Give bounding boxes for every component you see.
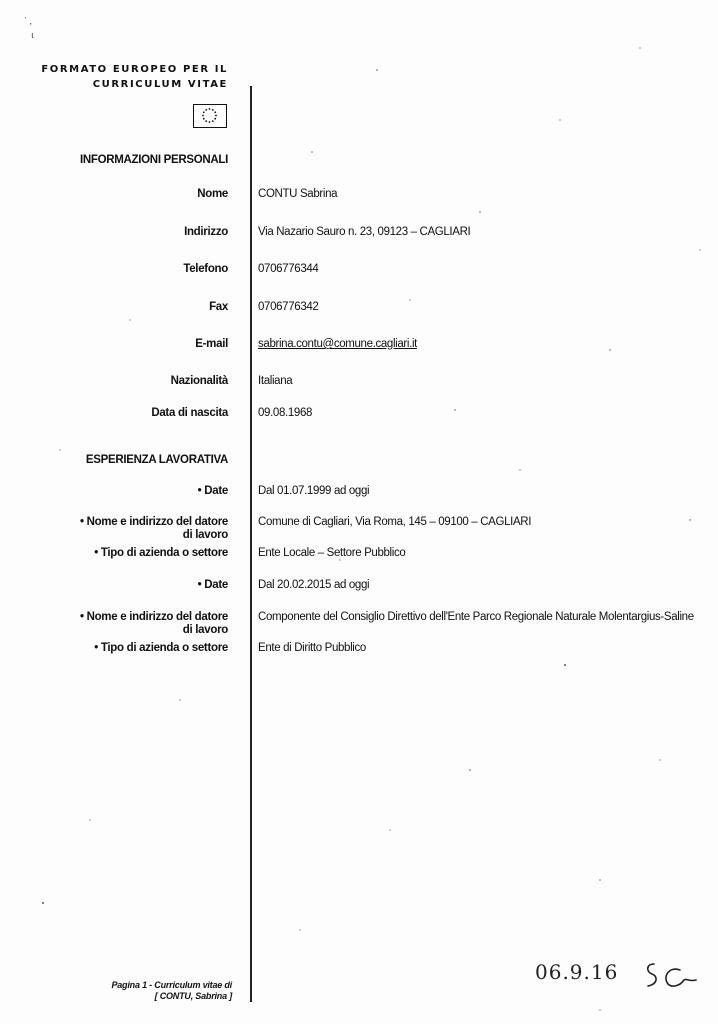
value-employer-1: Comune di Cagliari, Via Roma, 145 – 09100 – CAGLIARI: [258, 516, 532, 528]
value-nazionalita: Italiana: [258, 375, 293, 387]
footer-line-1: Pagina 1 - Curriculum vitae di: [111, 980, 232, 990]
page-footer: [111, 980, 232, 1002]
label-nome: Nome: [197, 188, 228, 200]
scan-marks: ˋ , ɩ: [24, 16, 34, 40]
value-data-nascita: 09.08.1968: [258, 407, 313, 419]
title-line-1: FORMATO EUROPEO PER IL: [41, 64, 228, 75]
label-sector-2: • Tipo di azienda o settore: [94, 642, 228, 654]
eu-flag-logo: [193, 104, 227, 128]
value-fax: 0706776342: [258, 301, 319, 313]
title-line-2: CURRICULUM VITAE: [92, 79, 228, 90]
label-telefono: Telefono: [183, 263, 228, 275]
label-employer-2: • Nome e indirizzo del datore di lavoro: [79, 611, 228, 636]
label-indirizzo: Indirizzo: [184, 226, 228, 238]
value-date-1: Dal 01.07.1999 ad oggi: [258, 485, 370, 497]
cv-format-title: [41, 62, 228, 92]
email-link[interactable]: sabrina.contu@comune.cagliari.it: [258, 338, 418, 350]
label-employer-1: • Nome e indirizzo del datore di lavoro: [79, 516, 228, 541]
work-experience-heading: ESPERIENZA LAVORATIVA: [85, 454, 228, 466]
label-fax: Fax: [209, 301, 228, 313]
value-nome: CONTU Sabrina: [258, 188, 338, 200]
handwritten-date: 06.9.16: [535, 960, 619, 984]
label-email: E-mail: [195, 338, 228, 350]
label-data-nascita: Data di nascita: [151, 407, 228, 419]
value-telefono: 0706776344: [258, 263, 319, 275]
eu-stars-icon: [194, 105, 225, 126]
column-divider: [250, 86, 252, 1002]
value-employer-2: Componente del Consiglio Direttivo dell'Ente Parco Regionale Naturale Molentargius-Saline: [258, 611, 694, 623]
value-sector-1: Ente Locale – Settore Pubblico: [258, 547, 406, 559]
label-sector-1: • Tipo di azienda o settore: [94, 547, 228, 559]
footer-line-2: [ CONTU, Sabrina ]: [154, 991, 232, 1001]
value-sector-2: Ente di Diritto Pubblico: [258, 642, 366, 654]
signature-icon: [640, 958, 700, 992]
label-nazionalita: Nazionalità: [170, 375, 228, 387]
personal-info-heading: INFORMAZIONI PERSONALI: [79, 154, 228, 166]
label-date-2: • Date: [197, 579, 228, 591]
value-date-2: Dal 20.02.2015 ad oggi: [258, 579, 370, 591]
value-indirizzo: Via Nazario Sauro n. 23, 09123 – CAGLIARI: [258, 226, 471, 238]
label-date-1: • Date: [197, 485, 228, 497]
